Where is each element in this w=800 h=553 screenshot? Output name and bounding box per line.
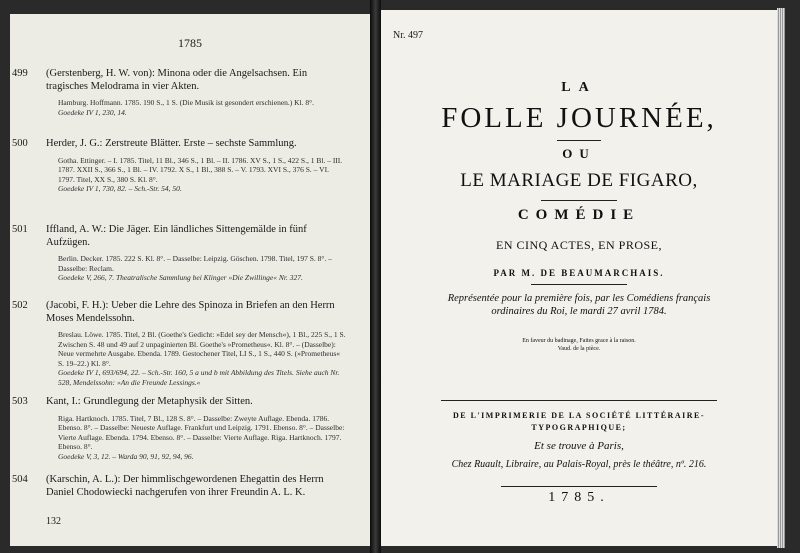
page-year: 1785 <box>178 36 202 50</box>
entry-heading: (Karschin, A. L.): Der himmlischgewordenen Ehegattin des Herrn Daniel Chodowiecki nachgerufen von ihrer Freundin A. L. K. <box>46 474 324 498</box>
entry-500 <box>12 138 346 194</box>
printer-line: DE L'IMPRIMERIE DE LA SOCIÉTÉ LITTÉRAIRE-TYPOGRAPHIQUE; <box>453 411 705 432</box>
divider-rule <box>501 486 657 487</box>
book-gutter <box>370 0 381 553</box>
entry-number: 502 <box>12 300 28 311</box>
entry-502 <box>12 300 346 388</box>
divider-rule <box>531 284 627 285</box>
entry-details: Breslau. Löwe. 1785. Titel, 2 Bl. (Goethe's Gedicht: »Edel sey der Mensch«), 1 Bl., 225 S., 1 S. Zwischen S. 48 und 49 auf 2 unpaginierten Bl. Goethe's »Prometheus«. Kl. 8°. – (Dasselbe): Neue vermehrte Ausgabe. Ebenda. 1789. Gestochener Titel, LI S., 1 S., 440 S. (»Prometheus« S. 19–22.) Kl. 8°. Goedeke IV 1, 693/694, 22. – Sch.-Str. 160, 5 a und b mit Abbildung des Titels. Siehe auch Nr. 528, Mendelssohn: »An die Freunde Lessings.« <box>58 330 346 387</box>
genre-label: COMÉDIE <box>517 207 641 223</box>
divider-rule <box>541 200 617 201</box>
epigraph: En faveur du badinage, Faites grace à la raison. Vaud. de la pièce. <box>522 338 636 352</box>
right-page <box>381 10 777 546</box>
page-edges <box>777 8 785 548</box>
entry-501 <box>12 224 346 283</box>
acts-label: EN CINQ ACTES, EN PROSE, <box>495 238 662 252</box>
entry-details: Riga. Hartknoch. 1785. Titel, 7 Bl., 128 S. 8°. – Dasselbe: Zweyte Auflage. Ebenda. 1786. Ebenso. 8°. – Dasselbe: Neueste Auflage. Frankfurt und Leipzig. 1791. Ebenso. 8°. – Dasselbe: Vierte Auflage. Ebenda. 1794. Ebenso. 8°. – Dasselbe: Vierte Auflage. Riga. Hartknoch. 1797. Ebenso. 8°. Goedeke V, 3, 12. – Warda 90, 91, 92, 94, 96. <box>58 413 345 461</box>
entry-499 <box>12 68 346 117</box>
title-article: LA <box>561 80 597 95</box>
entry-503 <box>12 396 346 461</box>
divider-rule <box>557 140 601 141</box>
author-line: PAR M. DE BEAUMARCHAIS. <box>493 268 665 278</box>
title-main: FOLLE JOURNÉE, <box>441 102 717 134</box>
title-ou: OU <box>562 146 596 161</box>
entry-details: Berlin. Decker. 1785. 222 S. Kl. 8°. – Dasselbe: Leipzig. Göschen. 1798. Titel, 197 S. 8°. – Dasselbe: Reclam. Goedeke V, 266, 7. Theatralische Sammlung bei Klinger »Die Zwillinge« Nr. 327. <box>58 254 332 283</box>
page-number: 132 <box>46 516 61 527</box>
entry-number: 504 <box>12 474 28 485</box>
entry-heading: (Gerstenberg, H. W. von): Minona oder die Angelsachsen. Ein tragisches Melodrama in vier Akten. <box>46 68 308 92</box>
sold-at-line: Et se trouve à Paris, <box>534 440 624 452</box>
entry-details: Hamburg. Hoffmann. 1785. 190 S., 1 S. (Die Musik ist gesondert erschienen.) Kl. 8°. Goedeke IV 1, 230, 14. <box>58 98 315 117</box>
publication-year: 1785. <box>548 490 610 505</box>
entry-details: Gotha. Ettinger. – I. 1785. Titel, 11 Bl., 346 S., 1 Bl. – II. 1786. XV S., 1 S., 422 S., 1 Bl. – III. 1787. XXII S., 366 S., 1 Bl. – IV. 1792. X S., 1 Bl., 388 S. – V. 1793. XVI S., 376 S. – VI. 1797. Titel, XX S., 380 S. Kl. 8°. Goedeke IV 1, 730, 82. – Sch.-Str. 54, 50. <box>58 155 343 194</box>
performance-note: Représentée pour la première fois, par les Comédiens français ordinaires du Roi, le mardi 27 avril 1784. <box>447 293 711 317</box>
entry-heading: Herder, J. G.: Zerstreute Blätter. Erste – sechste Sammlung. <box>46 138 297 149</box>
entry-504 <box>12 474 346 499</box>
bookseller-line: Chez Ruault, Libraire, au Palais-Royal, près le théâtre, nº. 216. <box>451 459 707 470</box>
entry-number: 501 <box>12 224 28 235</box>
entry-heading: Iffland, A. W.: Die Jäger. Ein ländliches Sittengemälde in fünf Aufzügen. <box>46 224 307 248</box>
entry-number: 503 <box>12 396 28 407</box>
entry-heading: Kant, I.: Grundlegung der Metaphysik der Sitten. <box>46 396 253 407</box>
divider-rule <box>441 400 717 401</box>
left-page <box>10 14 370 546</box>
entry-heading: (Jacobi, F. H.): Ueber die Lehre des Spinoza in Briefen an den Herrn Moses Mendelssohn. <box>46 300 335 324</box>
entry-number: 499 <box>12 68 28 79</box>
title-subtitle: LE MARIAGE DE FIGARO, <box>460 170 698 191</box>
entry-number: 500 <box>12 138 28 149</box>
catalog-number: Nr. 497 <box>393 30 423 41</box>
